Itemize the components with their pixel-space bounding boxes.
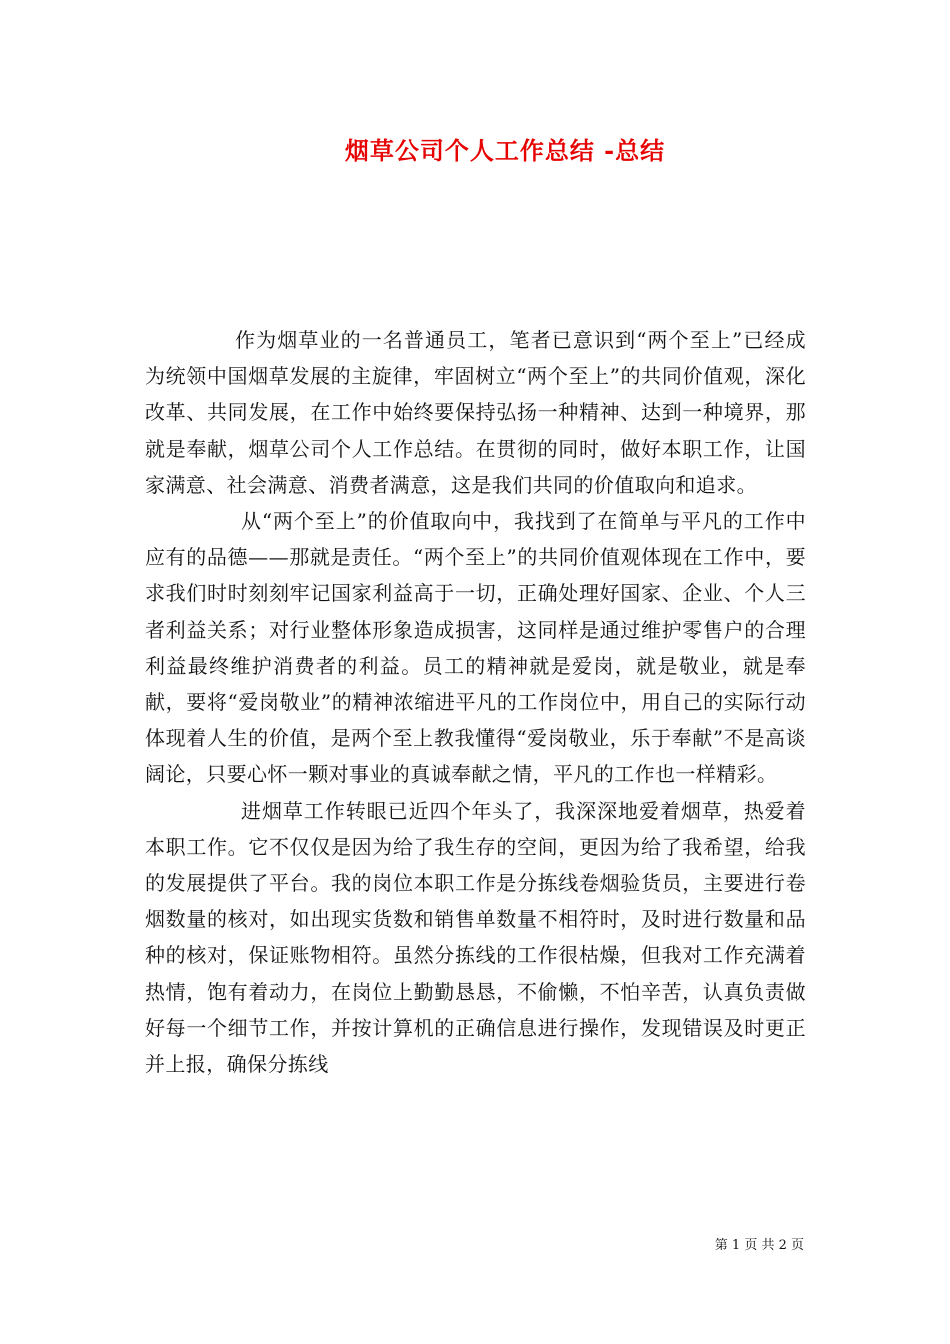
paragraph-1: 作为烟草业的一名普通员工，笔者已意识到“两个至上”已经成为统领中国烟草发展的主旋律，牢固树立“两个至上”的共同价值观，深化改革、共同发展，在工作中始终要保持弘扬一种精神、达到一种境界，那就是奉献，烟草公司个人工作总结。在贯彻的同时，做好本职工作，让国家满意、社会满意、消费者满意，这是我们共同的价值取向和追求。	[145, 328, 806, 497]
document-body	[145, 322, 806, 1082]
paragraph-3: 进烟草工作转眼已近四个年头了，我深深地爱着烟草，热爱着本职工作。它不仅仅是因为给了我生存的空间，更因为给了我希望，给我的发展提供了平台。我的岗位本职工作是分拣线卷烟验货员，主要进行卷烟数量的核对，如出现实货数和销售单数量不相符时，及时进行数量和品种的核对，保证账物相符。虽然分拣线的工作很枯燥，但我对工作充满着热情，饱有着动力，在岗位上勤勤恳恳，不偷懒，不怕辛苦，认真负责做好每一个细节工作，并按计算机的正确信息进行操作，发现错误及时更正并上报，确保分拣线	[145, 798, 806, 1077]
paragraph-2: 从“两个至上”的价值取向中，我找到了在简单与平凡的工作中应有的品德——那就是责任。“两个至上”的共同价值观体现在工作中，要求我们时时刻刻牢记国家利益高于一切，正确处理好国家、企业、个人三者利益关系；对行业整体形象造成损害，这同样是通过维护零售户的合理利益最终维护消费者的利益。员工的精神就是爱岗，就是敬业，就是奉献，要将“爱岗敬业”的精神浓缩进平凡的工作岗位中，用自己的实际行动体现着人生的价值，是两个至上教我懂得“爱岗敬业，乐于奉献”不是高谈阔论，只要心怀一颗对事业的真诚奉献之情，平凡的工作也一样精彩。	[145, 509, 806, 787]
document-title: 烟草公司个人工作总结 -总结	[344, 136, 666, 165]
page-number-footer: 第 1 页 共 2 页	[714, 1238, 804, 1253]
